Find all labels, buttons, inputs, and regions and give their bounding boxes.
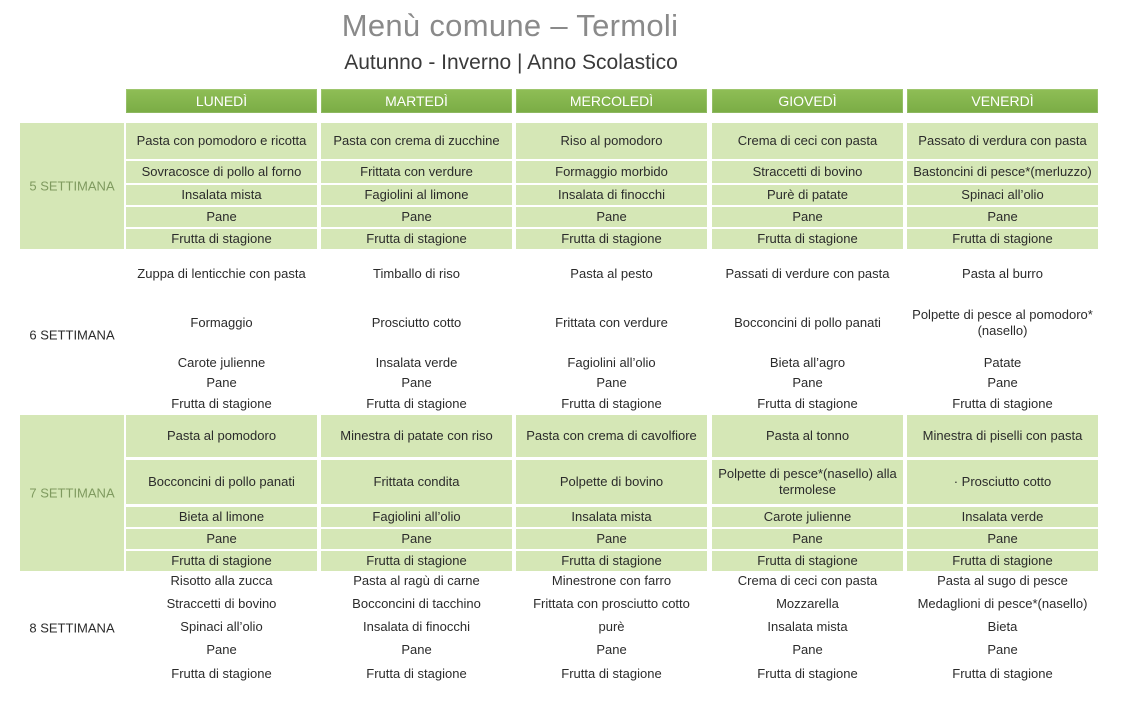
week-label-cell bbox=[20, 256, 124, 414]
week-block bbox=[20, 256, 1102, 414]
menu-cell: Minestra di patate con riso bbox=[321, 415, 512, 457]
menu-cell: Pasta al ragù di carne bbox=[353, 573, 480, 588]
menu-cell: Pane bbox=[907, 529, 1098, 549]
menu-cell: Insalata verde bbox=[907, 507, 1098, 527]
menu-cell: Pane bbox=[321, 207, 512, 227]
menu-cell: Fagiolini al limone bbox=[321, 185, 512, 205]
menu-cell: Insalata mista bbox=[767, 619, 848, 634]
menu-cell: Bastoncini di pesce*(merluzzo) bbox=[907, 161, 1098, 183]
menu-cell: Pasta con crema di cavolfiore bbox=[516, 415, 707, 457]
menu-cell: Frutta di stagione bbox=[171, 396, 272, 411]
menu-cell: Pasta al pomodoro bbox=[126, 415, 317, 457]
menu-cell: Pane bbox=[516, 529, 707, 549]
menu-cell: Medaglioni di pesce*(nasello) bbox=[917, 596, 1088, 611]
menu-cell: Crema di ceci con pasta bbox=[712, 123, 903, 159]
menu-cell: Purè di patate bbox=[712, 185, 903, 205]
menu-cell: Insalata di finocchi bbox=[516, 185, 707, 205]
menu-cell: Sovracosce di pollo al forno bbox=[126, 161, 317, 183]
week-label-cell bbox=[20, 571, 124, 685]
menu-cell: Frutta di stagione bbox=[952, 396, 1053, 411]
menu-cell: Pane bbox=[792, 642, 823, 657]
menu-cell: Pasta con pomodoro e ricotta bbox=[126, 123, 317, 159]
menu-cell: Pane bbox=[126, 529, 317, 549]
week-label-cell bbox=[20, 123, 124, 249]
page-subtitle: Autunno - Inverno | Anno Scolastico bbox=[344, 51, 678, 74]
week-label: 8 SETTIMANA bbox=[29, 620, 115, 636]
menu-cell: Frittata con verdure bbox=[321, 161, 512, 183]
menu-cell: Risotto alla zucca bbox=[170, 573, 273, 588]
menu-cell: Pane bbox=[596, 642, 627, 657]
menu-cell: Insalata mista bbox=[516, 507, 707, 527]
menu-cell: · Prosciutto cotto bbox=[907, 460, 1098, 504]
menu-cell: Frutta di stagione bbox=[516, 551, 707, 571]
menu-cell: Polpette di bovino bbox=[516, 460, 707, 504]
menu-cell: Polpette di pesce*(nasello) alla termolese bbox=[712, 460, 903, 504]
page-title: Menù comune – Termoli bbox=[341, 8, 679, 43]
menu-cell: Pane bbox=[126, 207, 317, 227]
day-header-monday: LUNEDÌ bbox=[126, 89, 317, 113]
menu-cell: Pasta al sugo di pesce bbox=[937, 573, 1068, 588]
menu-cell: Passato di verdura con pasta bbox=[907, 123, 1098, 159]
menu-cell: Minestra di piselli con pasta bbox=[907, 415, 1098, 457]
menu-cell: Zuppa di lenticchie con pasta bbox=[137, 266, 306, 281]
menu-cell: Pane bbox=[596, 375, 627, 390]
menu-cell: Prosciutto cotto bbox=[371, 315, 462, 330]
menu-cell: Frutta di stagione bbox=[712, 551, 903, 571]
day-header-wednesday: MERCOLEDÌ bbox=[516, 89, 707, 113]
menu-cell: Pane bbox=[401, 375, 432, 390]
menu-cell: Fagiolini all’olio bbox=[321, 507, 512, 527]
menu-cell: Carote julienne bbox=[177, 355, 266, 370]
menu-cell: Frittata con verdure bbox=[555, 315, 668, 330]
menu-cell: Insalata verde bbox=[375, 355, 458, 370]
menu-cell: Pasta con crema di zucchine bbox=[321, 123, 512, 159]
menu-cell: Formaggio morbido bbox=[516, 161, 707, 183]
menu-cell: Straccetti di bovino bbox=[712, 161, 903, 183]
menu-cell: Frutta di stagione bbox=[516, 229, 707, 249]
menu-cell: Passati di verdure con pasta bbox=[725, 266, 890, 281]
menu-cell: Pane bbox=[206, 375, 237, 390]
menu-cell: Frutta di stagione bbox=[126, 551, 317, 571]
menu-cell: Frutta di stagione bbox=[561, 666, 662, 681]
menu-cell: Pane bbox=[907, 207, 1098, 227]
menu-cell: purè bbox=[598, 619, 625, 634]
menu-cell: Frutta di stagione bbox=[952, 666, 1053, 681]
menu-cell: Frutta di stagione bbox=[366, 396, 467, 411]
menu-cell: Frutta di stagione bbox=[757, 666, 858, 681]
menu-cell: Pane bbox=[712, 207, 903, 227]
menu-cell: Bieta bbox=[987, 619, 1018, 634]
menu-cell: Frutta di stagione bbox=[171, 666, 272, 681]
week-block bbox=[20, 571, 1102, 685]
menu-cell: Timballo di riso bbox=[373, 266, 460, 281]
week-block bbox=[20, 415, 1102, 571]
menu-cell: Pane bbox=[401, 642, 432, 657]
menu-cell: Pane bbox=[987, 375, 1018, 390]
week-label: 5 SETTIMANA bbox=[29, 178, 115, 194]
menu-cell: Fagiolini all’olio bbox=[567, 355, 656, 370]
menu-cell: Riso al pomodoro bbox=[516, 123, 707, 159]
menu-cell: Pasta al tonno bbox=[712, 415, 903, 457]
menu-cell: Insalata di finocchi bbox=[363, 619, 470, 634]
menu-cell: Spinaci all’olio bbox=[907, 185, 1098, 205]
menu-cell: Frutta di stagione bbox=[907, 551, 1098, 571]
day-header-thursday: GIOVEDÌ bbox=[712, 89, 903, 113]
menu-cell: Patate bbox=[983, 355, 1022, 370]
week-label: 6 SETTIMANA bbox=[29, 327, 115, 343]
menu-cell: Pane bbox=[987, 642, 1018, 657]
menu-cell: Spinaci all’olio bbox=[180, 619, 263, 634]
menu-cell: Frittata con prosciutto cotto bbox=[533, 596, 690, 611]
menu-cell: Pane bbox=[712, 529, 903, 549]
menu-cell: Frittata condita bbox=[321, 460, 512, 504]
menu-cell: Bocconcini di tacchino bbox=[352, 596, 481, 611]
menu-cell: Frutta di stagione bbox=[321, 551, 512, 571]
menu-cell: Formaggio bbox=[190, 315, 253, 330]
menu-cell: Minestrone con farro bbox=[551, 573, 672, 588]
menu-cell: Bieta al limone bbox=[126, 507, 317, 527]
menu-cell: Bieta all’agro bbox=[769, 355, 846, 370]
day-header-friday: VENERDÌ bbox=[907, 89, 1098, 113]
menu-cell: Frutta di stagione bbox=[561, 396, 662, 411]
menu-cell: Frutta di stagione bbox=[907, 229, 1098, 249]
menu-cell: Pasta al burro bbox=[962, 266, 1043, 281]
menu-cell: Frutta di stagione bbox=[126, 229, 317, 249]
menu-cell: Frutta di stagione bbox=[321, 229, 512, 249]
menu-cell: Pane bbox=[792, 375, 823, 390]
menu-cell: Crema di ceci con pasta bbox=[737, 573, 878, 588]
week-label: 7 SETTIMANA bbox=[29, 485, 115, 501]
menu-cell: Pasta al pesto bbox=[570, 266, 653, 281]
menu-cell: Straccetti di bovino bbox=[166, 596, 277, 611]
menu-cell: Frutta di stagione bbox=[757, 396, 858, 411]
menu-cell: Bocconcini di pollo panati bbox=[126, 460, 317, 504]
menu-cell: Pane bbox=[321, 529, 512, 549]
menu-cell: Frutta di stagione bbox=[366, 666, 467, 681]
menu-cell: Bocconcini di pollo panati bbox=[734, 315, 881, 330]
menu-cell: Mozzarella bbox=[776, 596, 839, 611]
menu-cell: Insalata mista bbox=[126, 185, 317, 205]
menu-cell: Pane bbox=[206, 642, 237, 657]
week-label-cell bbox=[20, 415, 124, 571]
week-block bbox=[20, 123, 1102, 249]
menu-cell: Polpette di pesce al pomodoro*(nasello) bbox=[912, 307, 1093, 338]
day-header-tuesday: MARTEDÌ bbox=[321, 89, 512, 113]
menu-cell: Carote julienne bbox=[712, 507, 903, 527]
menu-cell: Frutta di stagione bbox=[712, 229, 903, 249]
menu-cell: Pane bbox=[516, 207, 707, 227]
